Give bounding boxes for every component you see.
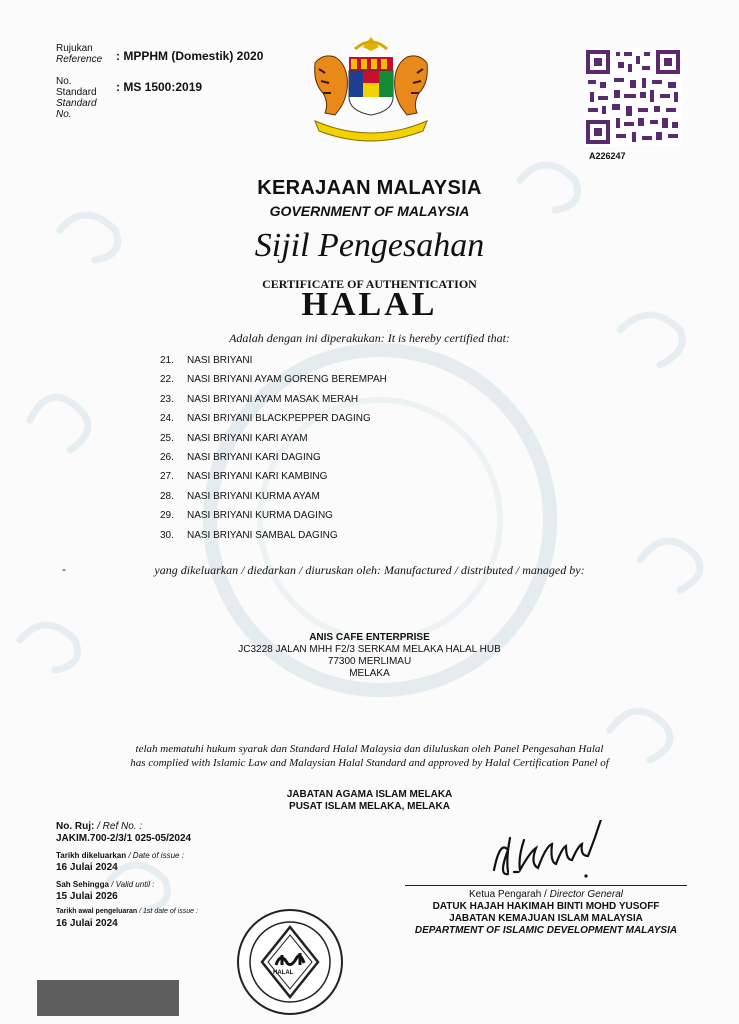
signatory-block: Ketua Pengarah / Director General DATUK HAJAH HAKIMAH BINTI MOHD YUSOFF JABATAN KEMAJUAN ISLAM MALAYSIA DEPARTMENT OF ISLAMIC DEVELOPMENT MALAYSIA xyxy=(405,885,687,937)
halal-logo xyxy=(234,907,346,1017)
list-item: 23. NASI BRIYANI AYAM MASAK MERAH xyxy=(160,393,359,405)
reference-details: No. Ruj: / Ref No. : JAKIM.700-2/3/1 025-05/2024 Tarikh dikeluarkan / Date of issue : 16 Julai 2024 Sah Sehingga / Valid until : 15 Julai 2026 Tarikh awal pengeluaran / 1st date of issue : 16 Julai 2024 xyxy=(56,821,198,929)
signatory-department-en: DEPARTMENT OF ISLAMIC DEVELOPMENT MALAYSIA xyxy=(414,925,678,936)
certificate-title-ms: Sijil Pengesahan xyxy=(254,227,485,264)
company-name: ANIS CAFE ENTERPRISE xyxy=(309,632,430,643)
signatory-name: DATUK HAJAH HAKIMAH BINTI MOHD YUSOFF xyxy=(432,901,660,912)
list-item: 30. NASI BRIYANI SAMBAL DAGING xyxy=(160,529,338,541)
government-title-ms: KERAJAAN MALAYSIA xyxy=(257,177,482,199)
reference-label: Rujukan Reference xyxy=(56,43,103,65)
coat-of-arms-emblem xyxy=(305,35,437,143)
compliance-statement: telah mematuhi hukum syarak dan Standard Halal Malaysia dan diluluskan oleh Panel Pengesahan Halal has complied with Islamic Law and Malaysian Halal Standard and approved by Halal Certification Panel of xyxy=(130,743,609,769)
list-item: 28. NASI BRIYANI KURMA AYAM xyxy=(160,490,320,502)
reference-value: : MPPHM (Domestik) 2020 xyxy=(116,49,264,63)
list-item: 21. NASI BRIYANI xyxy=(160,355,253,366)
list-item: 25. NASI BRIYANI KARI AYAM xyxy=(160,432,308,444)
list-item: 22. NASI BRIYANI AYAM GORENG BEREMPAH xyxy=(160,374,387,386)
standard-no-value: : MS 1500:2019 xyxy=(116,80,203,94)
list-item: 27. NASI BRIYANI KARI KAMBING xyxy=(160,471,328,483)
manufactured-statement: yang dikeluarkan / diedarkan / diuruskan oleh: Manufactured / distributed / managed by: xyxy=(154,563,585,577)
certify-statement: Adalah dengan ini diperakukan: It is hereby certified that: xyxy=(229,331,510,345)
signature-line xyxy=(405,885,687,886)
signature xyxy=(488,820,606,882)
certificate-title-en: CERTIFICATE OF AUTHENTICATION xyxy=(262,277,477,291)
company-block xyxy=(0,632,739,680)
company-address-3: MELAKA xyxy=(349,668,390,679)
list-item: 24. NASI BRIYANI BLACKPEPPER DAGING xyxy=(160,413,371,425)
government-title-en: GOVERNMENT OF MALAYSIA xyxy=(269,203,470,219)
standard-no-label: No. Standard Standard No. xyxy=(56,76,97,120)
list-item: 26. NASI BRIYANI KARI DAGING xyxy=(160,451,321,463)
redaction-box xyxy=(37,980,179,1016)
halal-title: HALAL xyxy=(301,286,438,323)
company-address-2: 77300 MERLIMAU xyxy=(327,656,412,667)
certificate-serial: A226247 xyxy=(589,151,626,161)
signatory-department-ms: JABATAN KEMAJUAN ISLAM MALAYSIA xyxy=(449,913,643,924)
qr-code xyxy=(584,48,682,146)
list-item: 29. NASI BRIYANI KURMA DAGING xyxy=(160,510,333,522)
company-address-1: JC3228 JALAN MHH F2/3 SERKAM MELAKA HALAL HUB xyxy=(238,644,501,655)
issuing-agency: JABATAN AGAMA ISLAM MELAKA PUSAT ISLAM MELAKA, MELAKA xyxy=(286,789,453,812)
halal-logo-label: HALAL xyxy=(273,970,294,976)
product-list xyxy=(160,355,387,549)
dash-mark: - xyxy=(62,562,66,576)
